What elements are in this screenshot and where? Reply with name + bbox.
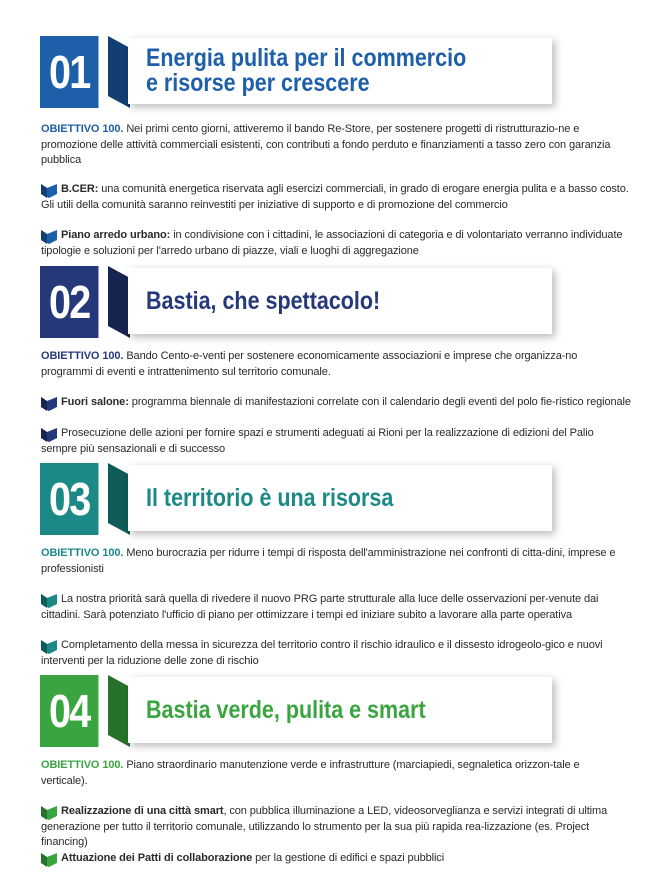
bullet-text: Completamento della messa in sicurezza del territorio contro il rischio idraulico e il dissesto idrogeolo-gico e nuovi interventi per la riduzione delle zone di rischio bbox=[41, 639, 603, 667]
section-number: 02 bbox=[48, 276, 90, 328]
ribbon-fold-icon bbox=[108, 36, 130, 108]
section-header bbox=[0, 463, 660, 535]
check-bullet-icon bbox=[41, 594, 57, 608]
bullet-item bbox=[41, 851, 631, 867]
section-04 bbox=[0, 675, 660, 747]
bullet-item bbox=[41, 426, 631, 457]
check-bullet-icon bbox=[41, 428, 57, 442]
objective-label: OBIETTIVO 100. bbox=[41, 759, 124, 771]
objective-text: Bando Cento-e-venti per sostenere economicamente associazioni e imprese che organizza-no programmi di eventi e intrattenimento sul territorio comunale. bbox=[41, 350, 578, 378]
check-bullet-icon bbox=[41, 640, 57, 654]
section-03 bbox=[0, 463, 660, 535]
section-number-box bbox=[40, 463, 98, 535]
objective-label: OBIETTIVO 100. bbox=[41, 350, 124, 362]
ribbon-fold-icon bbox=[108, 266, 130, 338]
section-number-box bbox=[40, 266, 98, 338]
bullet-bold: Realizzazione di una città smart bbox=[61, 805, 224, 817]
bullet-bold: Fuori salone: bbox=[61, 396, 129, 408]
section-title bbox=[146, 38, 550, 104]
bullet-text: La nostra priorità sarà quella di rivedere il nuovo PRG parte strutturale alla luce delle osservazioni per-venute dai cittadini. Sarà potenziato l'ufficio di piano per ottimizzare i tempi ed iniziare subito a lavorare alla parte operativa bbox=[41, 593, 599, 621]
bullet-bold: Attuazione dei Patti di collaborazione bbox=[61, 852, 253, 864]
objective-paragraph bbox=[41, 758, 629, 789]
objective-text: Meno burocrazia per ridurre i tempi di risposta dell'amministrazione nei confronti di citta-dini, imprese e professionisti bbox=[41, 547, 616, 575]
bullet-text: una comunità energetica riservata agli esercizi commerciali, in grado di erogare energia pulita e a basso costo. Gli utili della comunità saranno reinvestiti per iniziative di supporto e di promozione del commercio bbox=[41, 183, 629, 211]
bullet-text: , con pubblica illuminazione a LED, videosorveglianza e servizi integrati di ultima generazione per tutto il territorio comunale, utilizzando lo strumento per la sua più rapida rea-lizzazione (es. Project financing) bbox=[41, 805, 608, 848]
objective-label: OBIETTIVO 100. bbox=[41, 547, 124, 559]
bullet-bold: B.CER: bbox=[61, 183, 99, 195]
check-bullet-icon bbox=[41, 184, 57, 198]
objective-paragraph bbox=[41, 349, 629, 380]
objective-paragraph bbox=[41, 122, 629, 169]
section-title-line-1: Bastia, che spettacolo! bbox=[146, 286, 381, 315]
ribbon-fold-icon bbox=[108, 675, 130, 747]
section-number: 04 bbox=[48, 685, 90, 737]
bullet-text: in condivisione con i cittadini, le associazioni di categoria e di volontariato verranno individuate tipologie e soluzioni per l'arredo urbano di piazze, viali e luoghi di aggregazione bbox=[41, 229, 623, 257]
section-02 bbox=[0, 266, 660, 338]
bullet-item bbox=[41, 395, 631, 411]
section-title-line-2: e risorse per crescere bbox=[146, 69, 370, 97]
section-title-line-1: Bastia verde, pulita e smart bbox=[146, 695, 426, 724]
section-header bbox=[0, 266, 660, 338]
section-title bbox=[146, 465, 550, 531]
section-number: 03 bbox=[48, 473, 90, 525]
objective-text: Piano straordinario manutenzione verde e infrastrutture (marciapiedi, segnaletica orizzon-tale e verticale). bbox=[41, 759, 580, 787]
title-card bbox=[128, 677, 552, 743]
section-01 bbox=[0, 36, 660, 108]
check-bullet-icon bbox=[41, 397, 57, 411]
objective-text: Nei primi cento giorni, attiveremo il bando Re-Store, per sostenere progetti di ristrutturazio-ne e promozione delle attività commerciali esistenti, con contributi a fondo perduto e finanziamenti a tasso zero con garanzia pubblica bbox=[41, 123, 611, 166]
section-header bbox=[0, 675, 660, 747]
section-number-box bbox=[40, 36, 98, 108]
section-title-line-1: Il territorio è una risorsa bbox=[146, 483, 394, 512]
section-number-box bbox=[40, 675, 98, 747]
section-header bbox=[0, 36, 660, 108]
objective-paragraph bbox=[41, 546, 629, 577]
check-bullet-icon bbox=[41, 853, 57, 867]
bullet-text: programma biennale di manifestazioni correlate con il calendario degli eventi del polo fie-ristico regionale bbox=[128, 396, 631, 408]
section-title bbox=[146, 677, 550, 743]
section-title bbox=[146, 268, 550, 334]
bullet-item bbox=[41, 592, 631, 623]
check-bullet-icon bbox=[41, 230, 57, 244]
bullet-text: per la gestione di edifici e spazi pubblici bbox=[252, 852, 445, 864]
title-card bbox=[128, 465, 552, 531]
bullet-item bbox=[41, 182, 631, 213]
title-card bbox=[128, 38, 552, 104]
bullet-text: Prosecuzione delle azioni per fornire spazi e strumenti adeguati ai Rioni per la realizzazione di edizioni del Palio sempre più sensazionali e di successo bbox=[41, 427, 594, 455]
objective-label: OBIETTIVO 100. bbox=[41, 123, 124, 135]
bullet-item bbox=[41, 804, 631, 851]
title-card bbox=[128, 268, 552, 334]
bullet-item bbox=[41, 228, 631, 259]
ribbon-fold-icon bbox=[108, 463, 130, 535]
check-bullet-icon bbox=[41, 806, 57, 820]
section-title-line-1: Energia pulita per il commercio bbox=[146, 44, 467, 72]
section-number: 01 bbox=[48, 46, 90, 98]
bullet-bold: Piano arredo urbano: bbox=[61, 229, 171, 241]
bullet-item bbox=[41, 638, 631, 669]
